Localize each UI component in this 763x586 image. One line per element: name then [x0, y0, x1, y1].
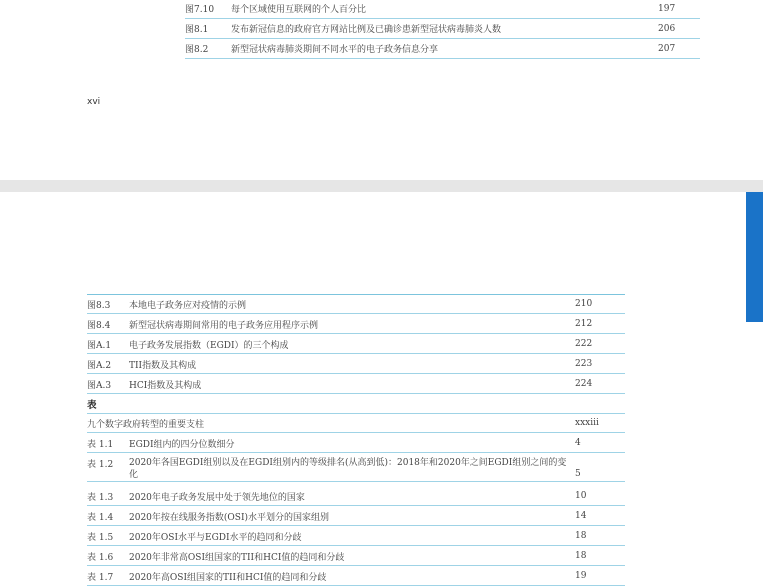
toc-row[interactable] [185, 39, 700, 59]
entry-title: 九个数字政府转型的重要支柱 [87, 419, 205, 430]
entry-title: 发布新冠信息的政府官方网站比例及已确诊患新型冠状病毒肺炎人数 [231, 25, 502, 35]
entry-number: 图A.3 [87, 380, 112, 391]
entry-title: 2020年OSI水平与EGDI水平的趋同和分歧 [129, 532, 302, 543]
entry-number: 图7.10 [185, 5, 215, 15]
entry-number: 表 1.5 [87, 532, 114, 543]
toc-row[interactable] [87, 335, 625, 354]
entry-number: 表 1.2 [87, 460, 114, 470]
entry-page: 206 [658, 23, 676, 34]
side-scroll-tab[interactable] [746, 192, 763, 322]
entry-title: 电子政务发展指数（EGDI）的三个构成 [129, 340, 289, 351]
entry-page: 212 [575, 319, 593, 330]
toc-row[interactable] [87, 295, 625, 314]
toc-row[interactable] [87, 487, 625, 506]
entry-page: 223 [575, 359, 593, 370]
entry-title: 新型冠状病毒肺炎期间不同水平的电子政务信息分享 [231, 45, 439, 55]
entry-page: 18 [575, 531, 587, 542]
entry-title: 2020年非常高OSI组国家的TII和HCI值的趋同和分歧 [129, 552, 345, 563]
toc-row[interactable] [87, 414, 625, 433]
page-number: xvi [87, 97, 101, 107]
entry-page: 222 [575, 339, 593, 350]
toc-row[interactable] [87, 527, 625, 546]
entry-number: 表 1.3 [87, 492, 114, 503]
entry-title: HCI指数及其构成 [129, 380, 202, 391]
entry-title: 2020年电子政务发展中处于领先地位的国家 [129, 492, 305, 503]
entry-title: 每个区域使用互联网的个人百分比 [231, 5, 367, 15]
entry-page: xxxiii [575, 418, 599, 429]
entry-number: 表 1.4 [87, 512, 114, 523]
toc-row[interactable] [87, 355, 625, 374]
toc-row[interactable] [185, 19, 700, 39]
entry-number: 表 1.6 [87, 552, 114, 563]
entry-page: 210 [575, 299, 593, 310]
entry-number: 图8.3 [87, 300, 111, 311]
toc-row[interactable] [87, 375, 625, 394]
entry-number: 图8.4 [87, 320, 111, 331]
entry-number: 图A.2 [87, 360, 112, 371]
upper-page [0, 0, 763, 180]
entry-title: EGDI组内的四分位数细分 [129, 439, 235, 450]
entry-number: 表 1.7 [87, 572, 114, 583]
entry-page: 224 [575, 379, 593, 390]
toc-row[interactable] [87, 567, 625, 586]
entry-page: 207 [658, 43, 676, 54]
entry-number: 图8.1 [185, 25, 209, 35]
toc-row[interactable] [87, 454, 625, 482]
entry-title: 2020年高OSI组国家的TII和HCI值的趋同和分歧 [129, 572, 327, 583]
toc-row[interactable] [87, 547, 625, 566]
entry-title: 2020年按在线服务指数(OSI)水平划分的国家组别 [129, 512, 330, 523]
entry-number: 表 1.1 [87, 439, 114, 450]
entry-page: 14 [575, 511, 587, 522]
entry-page: 4 [575, 438, 581, 449]
entry-title: 2020年各国EGDI组别以及在EGDI组别内的等级排名(从高到低)：2018年和2020年之间EGDI组别之间的变化 [129, 458, 567, 480]
page-separator [0, 180, 763, 192]
entry-page: 5 [575, 469, 581, 479]
entry-page: 19 [575, 571, 587, 582]
entry-title: TII指数及其构成 [129, 360, 197, 371]
toc-row[interactable] [87, 434, 625, 453]
entry-title: 新型冠状病毒期间常用的电子政务应用程序示例 [129, 320, 319, 331]
entry-page: 10 [575, 491, 587, 502]
toc-row[interactable] [185, 0, 700, 19]
entry-number: 图A.1 [87, 340, 112, 351]
tables-section-heading: 表 [87, 395, 625, 414]
entry-number: 图8.2 [185, 45, 209, 55]
entry-page: 197 [658, 3, 676, 14]
toc-row[interactable] [87, 507, 625, 526]
entry-title: 本地电子政务应对疫情的示例 [129, 300, 247, 311]
toc-row[interactable] [87, 315, 625, 334]
entry-page: 18 [575, 551, 587, 562]
